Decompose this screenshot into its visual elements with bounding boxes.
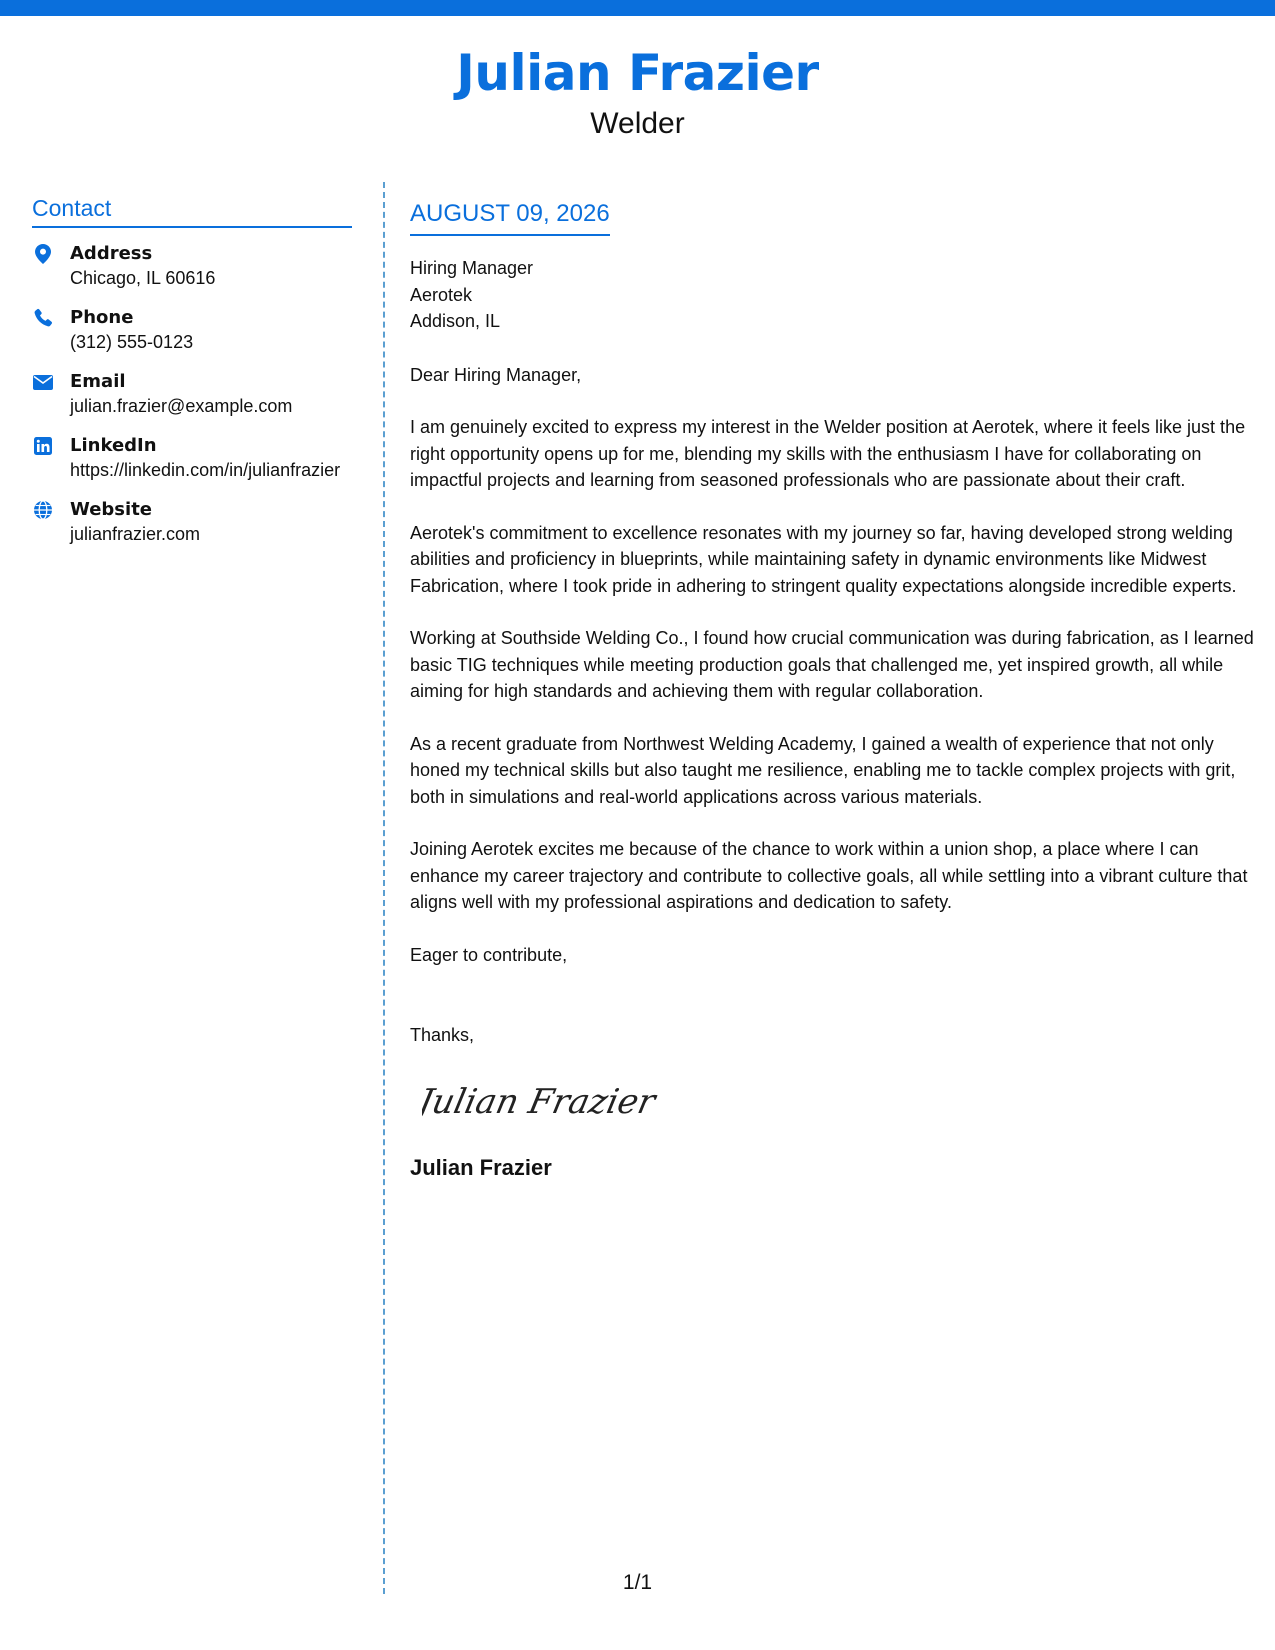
phone-icon — [32, 307, 54, 329]
job-title: Welder — [590, 107, 685, 140]
linkedin-icon — [32, 435, 54, 457]
contact-label: Address — [70, 243, 153, 264]
contact-item-email — [32, 369, 352, 419]
body-paragraph: As a recent graduate from Northwest Welding Academy, I gained a wealth of experience that not only honed my technical skills but also taught me resilience, enabling me to tackle complex projects with grit, both in simulations and real-world applications across various materials. — [410, 733, 1236, 807]
handwritten-signature — [422, 1069, 682, 1129]
applicant-name: Julian Frazier — [456, 44, 819, 102]
letter-date: AUGUST 09, 2026 — [410, 197, 610, 236]
email-icon — [32, 371, 54, 393]
thanks-line: Thanks, — [410, 1025, 475, 1045]
globe-icon — [32, 499, 54, 521]
contact-sidebar — [32, 194, 352, 561]
contact-item-address — [32, 241, 352, 291]
phone-value: (312) 555-0123 — [70, 332, 194, 352]
email-value[interactable]: julian.frazier@example.com — [70, 396, 293, 416]
address-value: Chicago, IL 60616 — [70, 268, 216, 288]
contact-heading: Contact — [32, 194, 352, 228]
contact-list — [32, 241, 352, 547]
recipient-location: Addison, IL — [410, 311, 501, 331]
contact-item-linkedin — [32, 433, 352, 483]
closing-line: Eager to contribute, — [410, 944, 568, 965]
contact-item-website — [32, 497, 352, 547]
salutation: Dear Hiring Manager, — [410, 364, 582, 385]
contact-label: Email — [70, 371, 126, 392]
signed-name: Julian Frazier — [410, 1154, 552, 1180]
website-value[interactable]: julianfrazier.com — [70, 524, 201, 544]
letter-body — [410, 197, 1255, 1182]
column-divider — [383, 182, 385, 1594]
contact-label: Phone — [70, 307, 134, 328]
recipient-block — [410, 255, 1255, 335]
top-accent-bar — [0, 0, 1275, 16]
linkedin-value[interactable]: https://linkedin.com/in/julianfrazier — [70, 460, 341, 480]
contact-label: LinkedIn — [70, 435, 157, 456]
body-paragraph: Working at Southside Welding Co., I found how crucial communication was during fabrication, as I learned basic TIG techniques while meeting production goals that challenged me, yet inspired growth, all while aiming for high standards and achieving them with regular collaboration. — [410, 628, 1254, 701]
recipient-name: Hiring Manager — [410, 258, 534, 278]
body-paragraph: Joining Aerotek excites me because of the chance to work within a union shop, a place where I can enhance my career trajectory and contribute to collective goals, all while settling into a vibrant culture that aligns well with my professional aspirations and dedication to safety. — [410, 839, 1248, 912]
contact-label: Website — [70, 499, 153, 520]
contact-item-phone — [32, 305, 352, 355]
signature-text: Julian Frazier — [422, 1081, 659, 1122]
header — [0, 40, 1275, 142]
page-number: 1/1 — [622, 1571, 653, 1594]
recipient-company: Aerotek — [410, 284, 473, 305]
body-paragraph: Aerotek's commitment to excellence resonates with my journey so far, having developed strong welding abilities and proficiency in blueprints, while maintaining safety in dynamic environments like Midwest Fabrication, where I took pride in adhering to stringent quality expectations alongside incredible experts. — [410, 522, 1237, 596]
map-pin-icon — [32, 243, 54, 265]
body-paragraph: I am genuinely excited to express my interest in the Welder position at Aerotek, where it feels like just the right opportunity opens up for me, blending my skills with the enthusiasm I have for collaborating on impactful projects and learning from seasoned professionals who are passionate about their craft. — [410, 417, 1246, 490]
